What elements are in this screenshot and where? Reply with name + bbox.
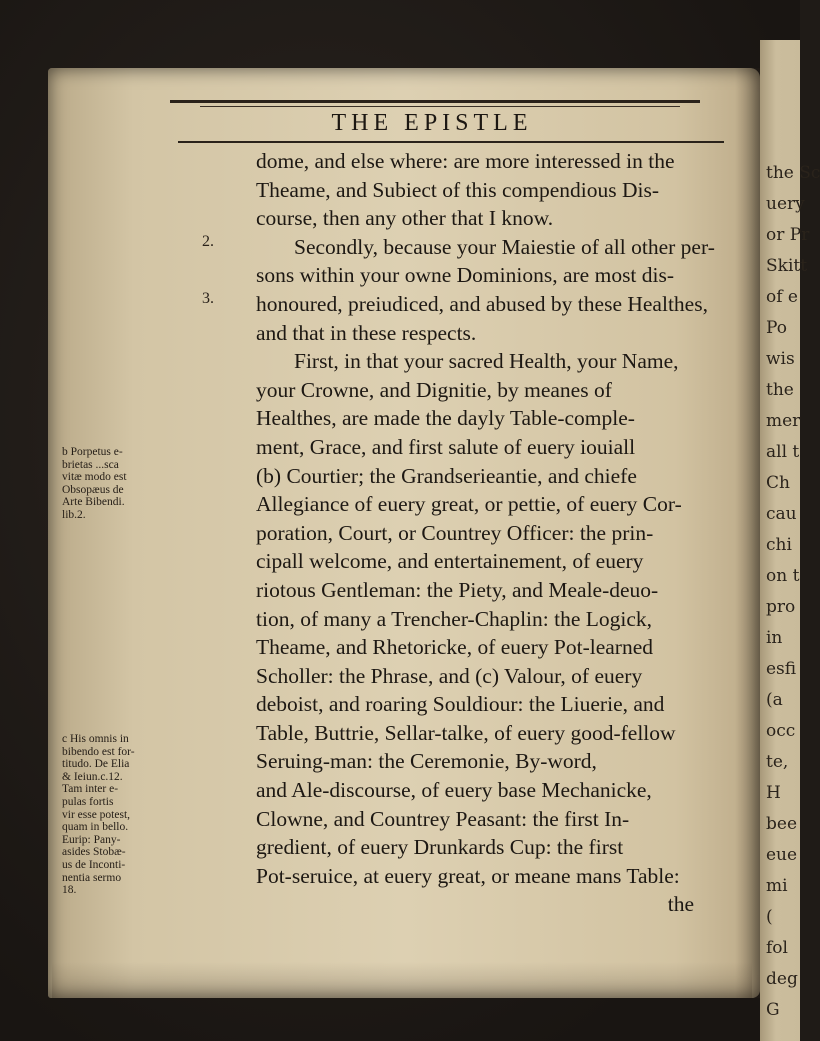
margin-note-line: us de Inconti- <box>62 858 126 871</box>
margin-note-line: lib.2. <box>62 508 86 521</box>
margin-note-line: Tam inter e- <box>62 783 119 796</box>
text-line: course, then any other that I know. <box>256 206 554 231</box>
running-head: THE EPISTLE <box>331 110 533 136</box>
text-line: cipall welcome, and entertainement, of euery <box>256 549 644 574</box>
text-line: dome, and else where: are more interessed in the <box>256 149 675 173</box>
facing-page-line: (a <box>766 690 783 710</box>
margin-note-line: Eurip: Pany- <box>62 833 121 846</box>
facing-page-line: fol <box>766 938 788 958</box>
text-line: First, in that your sacred Health, your Name, <box>294 349 679 374</box>
text-line: and that in these respects. <box>256 320 477 345</box>
margin-note-line: brietas ...sca <box>62 458 119 471</box>
margin-note-b <box>62 446 132 522</box>
text-line: gredient, of euery Drunkards Cup: the first <box>256 835 624 860</box>
body-text <box>256 147 726 919</box>
facing-page-line: deg <box>766 969 798 989</box>
section-marker-2: 2. <box>202 233 214 250</box>
facing-page-line: cau <box>766 504 797 524</box>
facing-page-line: pro <box>766 597 796 617</box>
text-line: tion, of many a Trencher-Chaplin: the Logick, <box>256 606 653 631</box>
margin-note-line: c His omnis in <box>62 733 129 745</box>
margin-note-line: Arte Bibendi. <box>62 496 125 509</box>
margin-note-line: vir esse potest, <box>62 808 131 821</box>
text-line: Secondly, because your Maiestie of all other per- <box>294 234 715 259</box>
facing-page-line: all t <box>766 442 800 462</box>
margin-note-line: titudo. De Elia <box>62 758 130 771</box>
text-line: Table, Buttrie, Sellar-talke, of euery good-fellow <box>256 720 676 745</box>
margin-note-line: asides Stobæ- <box>62 846 126 859</box>
text-line: the <box>667 892 694 917</box>
facing-page-line: the Sc <box>766 163 820 183</box>
facing-page-line: in <box>766 628 783 648</box>
section-marker-3: 3. <box>202 290 214 307</box>
facing-page-line: te, <box>766 752 789 772</box>
text-line: Healthes, are made the dayly Table-comple- <box>256 406 635 431</box>
text-line: Clowne, and Countrey Peasant: the first In- <box>256 806 630 831</box>
facing-page-line: occ <box>766 721 796 741</box>
head-rule <box>178 141 724 143</box>
text-line: (b) Courtier; the Grandserieantie, and chiefe <box>256 463 637 488</box>
facing-page-line: eue <box>766 845 798 865</box>
facing-page-line: mi <box>766 876 788 896</box>
facing-page-line: wis <box>766 349 795 369</box>
text-line: Allegiance of euery great, or pettie, of euery Cor- <box>256 492 682 517</box>
page-edge-shadow <box>735 68 760 998</box>
text-line: Pot-seruice, at euery great, or meane mans Table: <box>256 863 680 888</box>
facing-page-line: on t <box>766 566 800 586</box>
text-line: poration, Court, or Countrey Officer: the prin- <box>256 520 654 545</box>
margin-note-line: 18. <box>62 884 77 897</box>
text-line: Theame, and Subiect of this compendious Dis- <box>256 177 660 202</box>
facing-page-line: G <box>766 1000 780 1020</box>
text-line: riotous Gentleman: the Piety, and Meale-deuo- <box>256 577 659 602</box>
margin-note-line: pulas fortis <box>62 795 114 808</box>
facing-page-line: H <box>766 783 781 803</box>
text-line: and Ale-discourse, of euery base Mechanicke, <box>256 778 652 803</box>
margin-note-c <box>62 733 135 897</box>
facing-page-line: of e <box>766 287 798 307</box>
facing-page-line: chi <box>766 535 792 555</box>
margin-note-line: b Porpetus e- <box>62 446 123 458</box>
text-line: Scholler: the Phrase, and (c) Valour, of euery <box>256 663 643 688</box>
facing-page-line: Po <box>766 318 787 338</box>
facing-page-line: Ch <box>766 473 790 493</box>
facing-page-line: ( <box>766 907 773 927</box>
margin-note-line: nentia sermo <box>62 871 122 884</box>
text-line: Theame, and Rhetoricke, of euery Pot-learned <box>256 635 653 660</box>
text-line: your Crowne, and Dignitie, by meanes of <box>256 377 612 402</box>
margin-note-line: bibendo est for- <box>62 745 135 758</box>
text-line: honoured, preiudiced, and abused by these Healthes, <box>256 291 708 316</box>
page-bottom-shadow <box>52 962 752 998</box>
margin-note-line: Obsopæus de <box>62 483 124 496</box>
text-line: sons within your owne Dominions, are most dis- <box>256 263 675 288</box>
margin-note-line: quam in bello. <box>62 821 129 834</box>
text-line: Seruing-man: the Ceremonie, By-word, <box>256 749 597 774</box>
facing-page-line: Skitt <box>766 256 808 276</box>
facing-page-line: or Pr <box>766 225 810 245</box>
facing-page-line: mer <box>766 411 801 431</box>
facing-page-line: esfi <box>766 659 797 679</box>
facing-page-line: uery <box>766 194 805 214</box>
text-line: deboist, and roaring Souldiour: the Liuerie, and <box>256 692 665 717</box>
facing-page-edge <box>760 40 820 1041</box>
ornament-rule-thin <box>200 106 680 107</box>
facing-page-line: the <box>766 380 794 400</box>
facing-page-text <box>760 40 820 1026</box>
ornament-rule <box>170 100 700 103</box>
margin-note-line: vitæ modo est <box>62 471 127 484</box>
text-line: ment, Grace, and first salute of euery iouiall <box>256 434 636 459</box>
margin-note-line: & Ieiun.c.12. <box>62 770 123 783</box>
facing-page-line: bee <box>766 814 798 834</box>
